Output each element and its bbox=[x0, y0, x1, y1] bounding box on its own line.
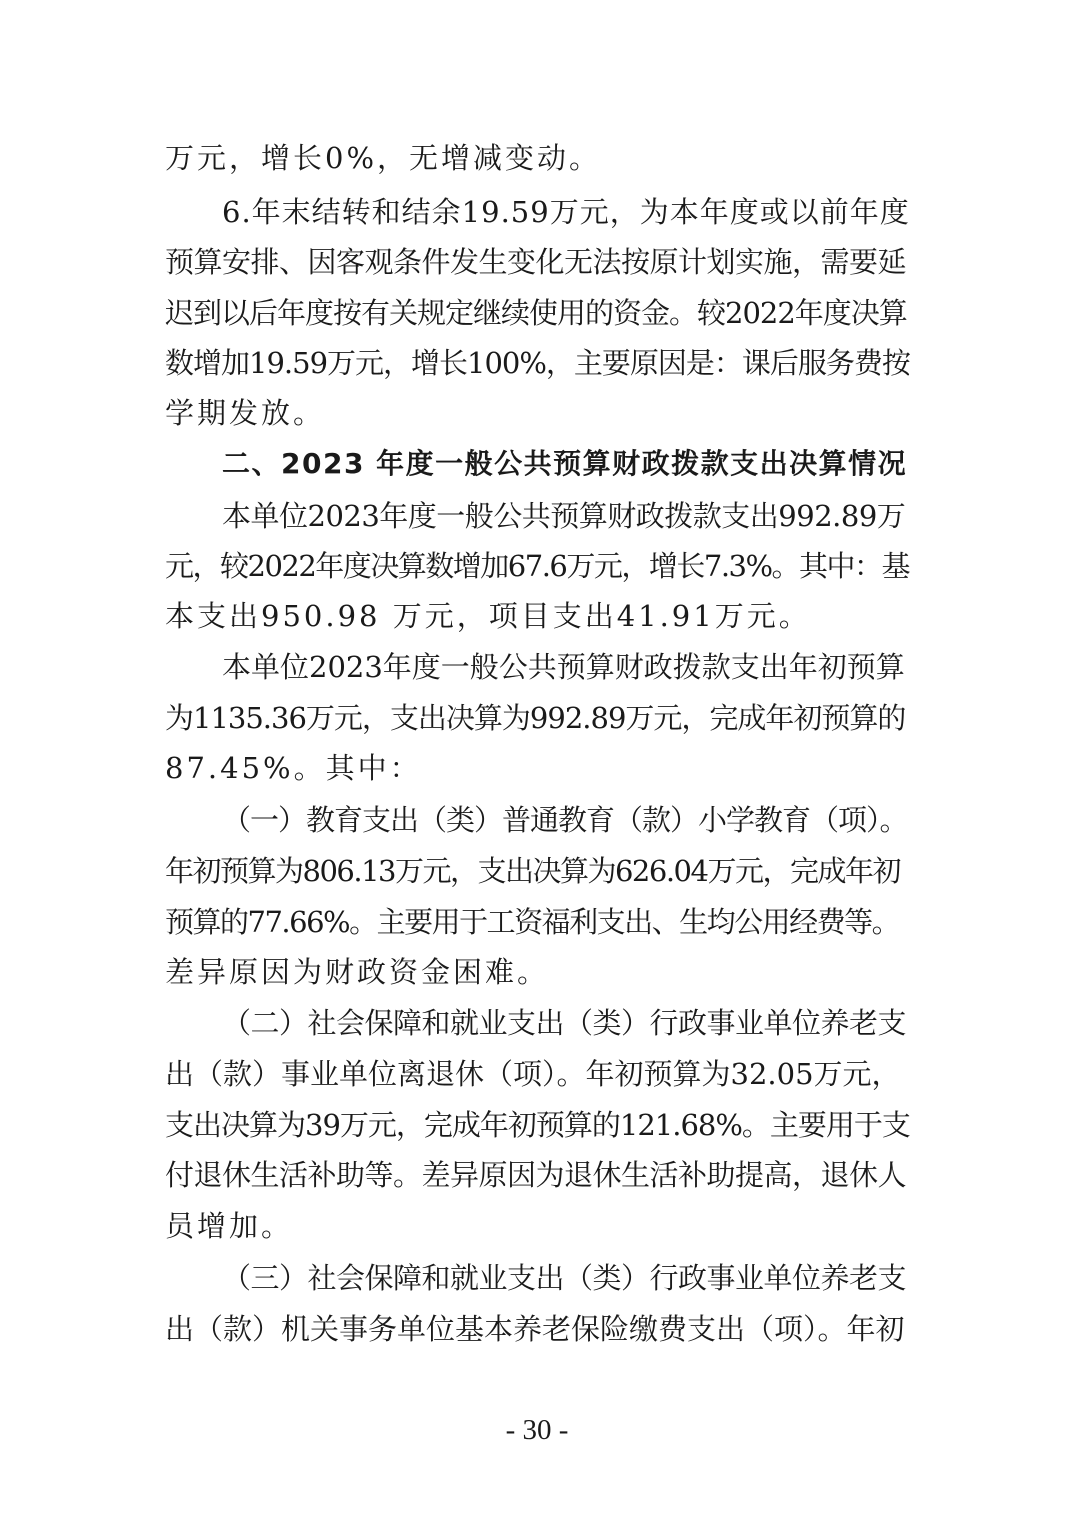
text-line: 预算的77.66%。主要用于工资福利支出、生均公用经费等。 bbox=[165, 905, 900, 939]
text-line: 87.45%。其中： bbox=[165, 751, 422, 785]
text-line: 付退休生活补助等。差异原因为退休生活补助提高，退休人 bbox=[165, 1158, 907, 1192]
text-line: 元，较2022年度决算数增加67.6万元，增长7.3%。其中：基 bbox=[165, 549, 910, 583]
text-line: 年初预算为806.13万元，支出决算为626.04万元，完成年初 bbox=[165, 854, 900, 888]
text-line: （三）社会保障和就业支出（类）行政事业单位养老支 bbox=[222, 1261, 907, 1295]
text-line: 预算安排、因客观条件发生变化无法按原计划实施，需要延 bbox=[165, 245, 907, 279]
text-line: 学期发放。 bbox=[165, 396, 326, 430]
text-line: 出（款）事业单位离退休（项）。年初预算为32.05万元， bbox=[165, 1057, 901, 1091]
text-line: 万元，增长0%，无增减变动。 bbox=[165, 141, 602, 175]
text-line: 本单位2023年度一般公共预算财政拨款支出992.89万 bbox=[222, 499, 906, 533]
text-line: 本单位2023年度一般公共预算财政拨款支出年初预算 bbox=[222, 650, 905, 684]
section-heading: 二、2023 年度一般公共预算财政拨款支出决算情况 bbox=[222, 447, 908, 480]
text-line: 数增加19.59万元，增长100%，主要原因是：课后服务费按 bbox=[165, 346, 910, 380]
text-line: （二）社会保障和就业支出（类）行政事业单位养老支 bbox=[222, 1006, 907, 1040]
text-line: 6.年末结转和结余19.59万元，为本年度或以前年度 bbox=[222, 195, 910, 229]
text-line: 差异原因为财政资金困难。 bbox=[165, 955, 550, 989]
text-line: 员增加。 bbox=[165, 1209, 294, 1243]
text-line: 迟到以后年度按有关规定继续使用的资金。较2022年度决算 bbox=[165, 296, 907, 330]
text-line: （一）教育支出（类）普通教育（款）小学教育（项）。 bbox=[222, 803, 908, 837]
text-line: 支出决算为39万元，完成年初预算的121.68%。主要用于支 bbox=[165, 1108, 910, 1142]
page-number: - 30 - bbox=[505, 1414, 569, 1446]
text-line: 本支出950.98 万元，项目支出41.91万元。 bbox=[165, 599, 811, 633]
text-line: 为1135.36万元，支出决算为992.89万元，完成年初预算的 bbox=[165, 701, 906, 735]
text-line: 出（款）机关事务单位基本养老保险缴费支出（项）。年初 bbox=[165, 1312, 905, 1346]
